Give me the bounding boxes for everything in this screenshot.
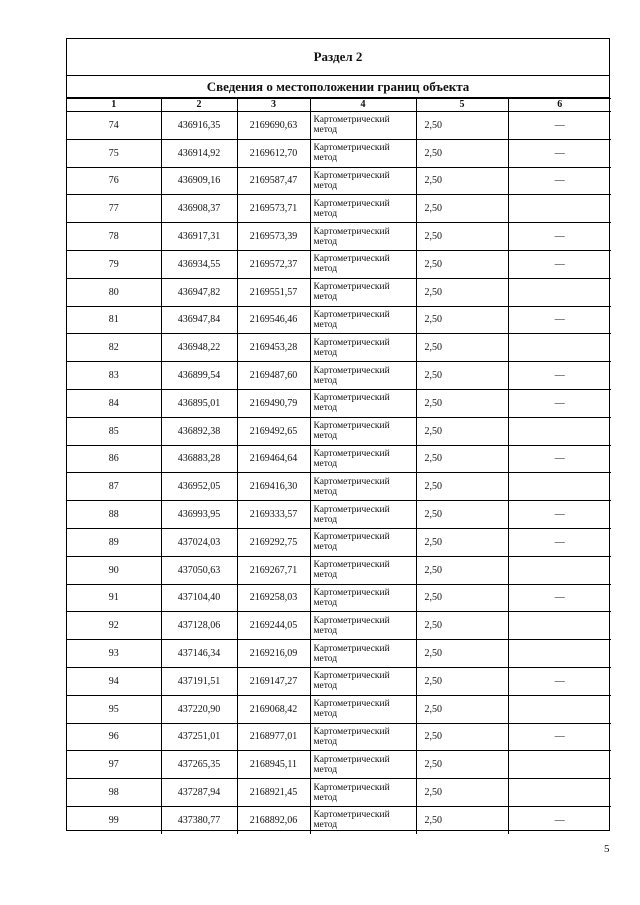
point-number-cell: 82 <box>67 334 161 362</box>
method-cell: Картометрический метод <box>310 584 416 612</box>
method-cell: Картометрический метод <box>310 167 416 195</box>
y-coordinate-cell: 2168945,11 <box>237 751 310 779</box>
table-row <box>67 501 611 529</box>
x-coordinate-cell: 436947,84 <box>161 306 237 334</box>
table-row <box>67 417 611 445</box>
method-cell: Картометрический метод <box>310 640 416 668</box>
y-coordinate-cell: 2169453,28 <box>237 334 310 362</box>
method-cell: Картометрический метод <box>310 112 416 140</box>
y-coordinate-cell: 2169147,27 <box>237 667 310 695</box>
x-coordinate-cell: 437128,06 <box>161 612 237 640</box>
x-coordinate-cell: 436895,01 <box>161 389 237 417</box>
x-coordinate-cell: 437191,51 <box>161 667 237 695</box>
method-cell: Картометрический метод <box>310 806 416 833</box>
accuracy-cell: 2,50 <box>416 723 508 751</box>
note-cell <box>508 612 611 640</box>
x-coordinate-cell: 437220,90 <box>161 695 237 723</box>
x-coordinate-cell: 436916,35 <box>161 112 237 140</box>
page-number: 5 <box>604 843 610 855</box>
y-coordinate-cell: 2169244,05 <box>237 612 310 640</box>
document-sheet <box>66 38 610 831</box>
accuracy-cell: 2,50 <box>416 556 508 584</box>
table-row <box>67 223 611 251</box>
y-coordinate-cell: 2169292,75 <box>237 528 310 556</box>
table-row <box>67 779 611 807</box>
note-cell: — <box>508 250 611 278</box>
table-row <box>67 528 611 556</box>
table-row <box>67 389 611 417</box>
point-number-cell: 91 <box>67 584 161 612</box>
note-cell <box>508 779 611 807</box>
note-cell: — <box>508 112 611 140</box>
method-cell: Картометрический метод <box>310 445 416 473</box>
table-row <box>67 334 611 362</box>
table-row <box>67 640 611 668</box>
note-cell: — <box>508 167 611 195</box>
method-cell: Картометрический метод <box>310 695 416 723</box>
note-cell: — <box>508 584 611 612</box>
point-number-cell: 89 <box>67 528 161 556</box>
point-number-cell: 84 <box>67 389 161 417</box>
accuracy-cell: 2,50 <box>416 612 508 640</box>
point-number-cell: 74 <box>67 112 161 140</box>
table-row <box>67 612 611 640</box>
method-cell: Картометрический метод <box>310 779 416 807</box>
method-cell: Картометрический метод <box>310 362 416 390</box>
table-row <box>67 473 611 501</box>
method-cell: Картометрический метод <box>310 751 416 779</box>
method-cell: Картометрический метод <box>310 473 416 501</box>
x-coordinate-cell: 436883,28 <box>161 445 237 473</box>
point-number-cell: 94 <box>67 667 161 695</box>
table-row <box>67 556 611 584</box>
table-row <box>67 278 611 306</box>
note-cell <box>508 278 611 306</box>
accuracy-cell: 2,50 <box>416 334 508 362</box>
note-cell: — <box>508 528 611 556</box>
note-cell: — <box>508 306 611 334</box>
x-coordinate-cell: 437050,63 <box>161 556 237 584</box>
note-cell <box>508 640 611 668</box>
point-number-cell: 92 <box>67 612 161 640</box>
x-coordinate-cell: 436993,95 <box>161 501 237 529</box>
boundary-points-table <box>67 98 611 834</box>
note-cell <box>508 334 611 362</box>
section-subtitle: Сведения о местоположении границ объекта <box>67 76 609 98</box>
y-coordinate-cell: 2168921,45 <box>237 779 310 807</box>
point-number-cell: 81 <box>67 306 161 334</box>
note-cell: — <box>508 362 611 390</box>
table-row <box>67 250 611 278</box>
point-number-cell: 90 <box>67 556 161 584</box>
y-coordinate-cell: 2169333,57 <box>237 501 310 529</box>
accuracy-cell: 2,50 <box>416 250 508 278</box>
note-cell: — <box>508 389 611 417</box>
point-number-cell: 98 <box>67 779 161 807</box>
accuracy-cell: 2,50 <box>416 779 508 807</box>
point-number-cell: 97 <box>67 751 161 779</box>
method-cell: Картометрический метод <box>310 334 416 362</box>
table-row <box>67 306 611 334</box>
point-number-cell: 93 <box>67 640 161 668</box>
method-cell: Картометрический метод <box>310 723 416 751</box>
accuracy-cell: 2,50 <box>416 306 508 334</box>
method-cell: Картометрический метод <box>310 139 416 167</box>
y-coordinate-cell: 2169258,03 <box>237 584 310 612</box>
y-coordinate-cell: 2168977,01 <box>237 723 310 751</box>
method-cell: Картометрический метод <box>310 389 416 417</box>
x-coordinate-cell: 436908,37 <box>161 195 237 223</box>
y-coordinate-cell: 2169216,09 <box>237 640 310 668</box>
accuracy-cell: 2,50 <box>416 640 508 668</box>
x-coordinate-cell: 436914,92 <box>161 139 237 167</box>
column-header: 6 <box>508 99 611 112</box>
note-cell <box>508 751 611 779</box>
note-cell: — <box>508 139 611 167</box>
x-coordinate-cell: 436909,16 <box>161 167 237 195</box>
note-cell: — <box>508 723 611 751</box>
accuracy-cell: 2,50 <box>416 473 508 501</box>
section-title: Раздел 2 <box>67 39 609 76</box>
accuracy-cell: 2,50 <box>416 389 508 417</box>
accuracy-cell: 2,50 <box>416 806 508 833</box>
method-cell: Картометрический метод <box>310 195 416 223</box>
table-row <box>67 445 611 473</box>
method-cell: Картометрический метод <box>310 528 416 556</box>
point-number-cell: 80 <box>67 278 161 306</box>
y-coordinate-cell: 2169546,46 <box>237 306 310 334</box>
table-row <box>67 362 611 390</box>
point-number-cell: 76 <box>67 167 161 195</box>
method-cell: Картометрический метод <box>310 278 416 306</box>
accuracy-cell: 2,50 <box>416 501 508 529</box>
table-row <box>67 751 611 779</box>
y-coordinate-cell: 2169690,63 <box>237 112 310 140</box>
y-coordinate-cell: 2169267,71 <box>237 556 310 584</box>
point-number-cell: 96 <box>67 723 161 751</box>
method-cell: Картометрический метод <box>310 306 416 334</box>
table-row <box>67 695 611 723</box>
point-number-cell: 85 <box>67 417 161 445</box>
y-coordinate-cell: 2169612,70 <box>237 139 310 167</box>
accuracy-cell: 2,50 <box>416 417 508 445</box>
point-number-cell: 75 <box>67 139 161 167</box>
x-coordinate-cell: 436947,82 <box>161 278 237 306</box>
x-coordinate-cell: 437024,03 <box>161 528 237 556</box>
method-cell: Картометрический метод <box>310 556 416 584</box>
column-header: 2 <box>161 99 237 112</box>
point-number-cell: 83 <box>67 362 161 390</box>
accuracy-cell: 2,50 <box>416 584 508 612</box>
x-coordinate-cell: 437251,01 <box>161 723 237 751</box>
accuracy-cell: 2,50 <box>416 278 508 306</box>
column-header: 3 <box>237 99 310 112</box>
y-coordinate-cell: 2169573,71 <box>237 195 310 223</box>
y-coordinate-cell: 2169068,42 <box>237 695 310 723</box>
column-header: 4 <box>310 99 416 112</box>
accuracy-cell: 2,50 <box>416 139 508 167</box>
point-number-cell: 86 <box>67 445 161 473</box>
table-row <box>67 723 611 751</box>
table-row <box>67 139 611 167</box>
table-row <box>67 112 611 140</box>
table-header-row <box>67 99 611 112</box>
y-coordinate-cell: 2169492,65 <box>237 417 310 445</box>
method-cell: Картометрический метод <box>310 667 416 695</box>
accuracy-cell: 2,50 <box>416 195 508 223</box>
table-row <box>67 167 611 195</box>
point-number-cell: 87 <box>67 473 161 501</box>
table-row <box>67 667 611 695</box>
note-cell: — <box>508 667 611 695</box>
accuracy-cell: 2,50 <box>416 223 508 251</box>
accuracy-cell: 2,50 <box>416 528 508 556</box>
point-number-cell: 88 <box>67 501 161 529</box>
x-coordinate-cell: 437380,77 <box>161 806 237 833</box>
x-coordinate-cell: 436952,05 <box>161 473 237 501</box>
y-coordinate-cell: 2169551,57 <box>237 278 310 306</box>
point-number-cell: 99 <box>67 806 161 833</box>
column-header: 1 <box>67 99 161 112</box>
point-number-cell: 78 <box>67 223 161 251</box>
accuracy-cell: 2,50 <box>416 112 508 140</box>
table-row <box>67 584 611 612</box>
x-coordinate-cell: 437265,35 <box>161 751 237 779</box>
note-cell: — <box>508 501 611 529</box>
x-coordinate-cell: 436892,38 <box>161 417 237 445</box>
x-coordinate-cell: 436917,31 <box>161 223 237 251</box>
accuracy-cell: 2,50 <box>416 695 508 723</box>
accuracy-cell: 2,50 <box>416 362 508 390</box>
column-header: 5 <box>416 99 508 112</box>
point-number-cell: 95 <box>67 695 161 723</box>
note-cell <box>508 695 611 723</box>
y-coordinate-cell: 2169572,37 <box>237 250 310 278</box>
y-coordinate-cell: 2169587,47 <box>237 167 310 195</box>
note-cell <box>508 556 611 584</box>
table-row <box>67 806 611 833</box>
note-cell: — <box>508 223 611 251</box>
note-cell <box>508 473 611 501</box>
method-cell: Картометрический метод <box>310 250 416 278</box>
accuracy-cell: 2,50 <box>416 667 508 695</box>
accuracy-cell: 2,50 <box>416 167 508 195</box>
y-coordinate-cell: 2169464,64 <box>237 445 310 473</box>
table-row <box>67 195 611 223</box>
accuracy-cell: 2,50 <box>416 445 508 473</box>
note-cell <box>508 417 611 445</box>
note-cell: — <box>508 445 611 473</box>
accuracy-cell: 2,50 <box>416 751 508 779</box>
method-cell: Картометрический метод <box>310 417 416 445</box>
y-coordinate-cell: 2168892,06 <box>237 806 310 833</box>
point-number-cell: 79 <box>67 250 161 278</box>
method-cell: Картометрический метод <box>310 223 416 251</box>
y-coordinate-cell: 2169487,60 <box>237 362 310 390</box>
x-coordinate-cell: 437287,94 <box>161 779 237 807</box>
x-coordinate-cell: 436948,22 <box>161 334 237 362</box>
x-coordinate-cell: 437104,40 <box>161 584 237 612</box>
note-cell: — <box>508 806 611 833</box>
note-cell <box>508 195 611 223</box>
method-cell: Картометрический метод <box>310 501 416 529</box>
x-coordinate-cell: 436899,54 <box>161 362 237 390</box>
y-coordinate-cell: 2169490,79 <box>237 389 310 417</box>
x-coordinate-cell: 436934,55 <box>161 250 237 278</box>
y-coordinate-cell: 2169573,39 <box>237 223 310 251</box>
method-cell: Картометрический метод <box>310 612 416 640</box>
y-coordinate-cell: 2169416,30 <box>237 473 310 501</box>
point-number-cell: 77 <box>67 195 161 223</box>
x-coordinate-cell: 437146,34 <box>161 640 237 668</box>
